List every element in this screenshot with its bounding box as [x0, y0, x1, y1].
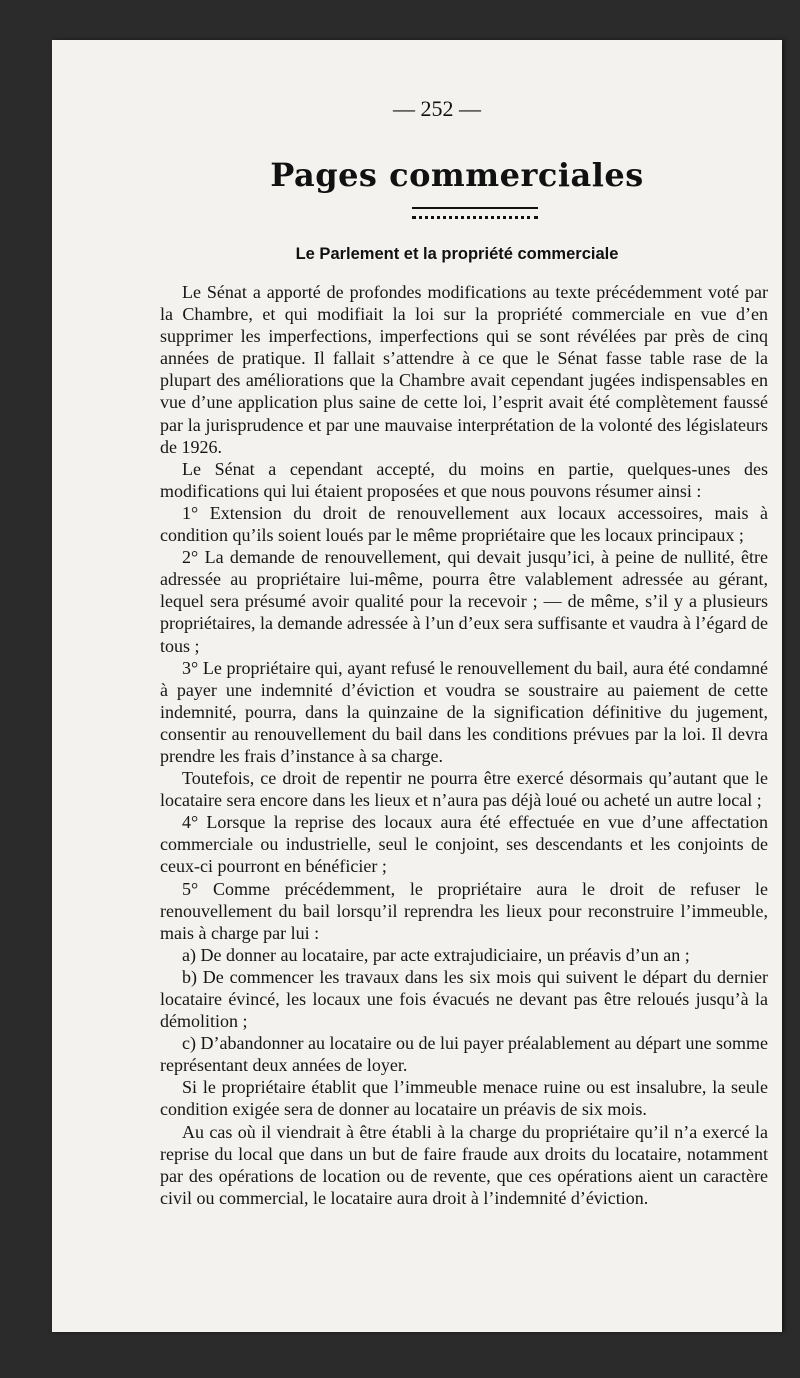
article-body — [160, 281, 768, 1209]
title-divider — [412, 207, 538, 219]
paragraph: Si le propriétaire établit que l’immeuble menace ruine ou est insalubre, la seule condition exigée sera de donner au locataire un préavis de six mois. — [160, 1077, 768, 1120]
paragraph: a) De donner au locataire, par acte extrajudiciaire, un préavis d’un an ; — [182, 944, 690, 965]
page-number: — 252 — — [393, 96, 481, 121]
paragraph: Le Sénat a apporté de profondes modifications au texte précédemment voté par la Chambre, et qui modifiait la loi sur la propriété commerciale en vue d’en supprimer les imperfections, imperfections qui se sont révélées par près de cinq années de pratique. Il fallait s’attendre à ce que le Sénat fasse table rase de la plupart des améliorations que la Chambre avait cependant jugées indispensables en vue d’une application plus saine de cette loi, l’esprit avait été complètement faussé par la jurisprudence et par une mauvaise interprétation de la volonté des législateurs de 1926. — [160, 282, 768, 457]
paragraph: Au cas où il viendrait à être établi à la charge du propriétaire qu’il n’a exercé la reprise du local que dans un but de faire fraude aux droits du locataire, notamment par des opérations de location ou de revente, que ces opérations aient un caractère civil ou commercial, le locataire aura droit à l’indemnité d’éviction. — [160, 1121, 768, 1208]
paragraph: 5° Comme précédemment, le propriétaire aura le droit de refuser le renouvellement du bail lorsqu’il reprendra les lieux pour reconstruire l’immeuble, mais à charge par lui : — [160, 878, 768, 943]
page-title: Pages commerciales — [270, 156, 644, 194]
paragraph: 4° Lorsque la reprise des locaux aura été effectuée en vue d’une affectation commerciale ou industrielle, seul le conjoint, ses descendants et les conjoints de ceux-ci pourront en bénéficier ; — [160, 812, 768, 877]
paragraph: b) De commencer les travaux dans les six mois qui suivent le départ du dernier locataire évincé, les locaux une fois évacués ne devant pas être reloués jusqu’à la démolition ; — [160, 966, 768, 1032]
paragraph: Toutefois, ce droit de repentir ne pourra être exercé désormais qu’autant que le locataire sera encore dans les lieux et n’aura pas déjà loué ou acheté un autre local ; — [160, 768, 768, 811]
paragraph: 3° Le propriétaire qui, ayant refusé le renouvellement du bail, aura été condamné à payer une indemnité d’éviction et voudra se soustraire au paiement de cette indemnité, pourra, dans la quinzaine de la signification définitive du jugement, consentir au renouvellement du bail dans les conditions prévues par la loi. Il devra prendre les frais d’instance à sa charge. — [160, 657, 768, 766]
section-heading: Le Parlement et la propriété commerciale — [295, 245, 619, 263]
paragraph: 1° Extension du droit de renouvellement aux locaux accessoires, mais à condition qu’ils soient loués par le même propriétaire que les locaux principaux ; — [160, 502, 768, 546]
paragraph: c) D’abandonner au locataire ou de lui payer préalablement au départ une somme représentant deux années de loyer. — [160, 1033, 768, 1076]
paragraph: Le Sénat a cependant accepté, du moins en partie, quelques-unes des modifications qui lui étaient proposées et que nous pouvons résumer ainsi : — [160, 458, 768, 501]
paragraph: 2° La demande de renouvellement, qui devait jusqu’ici, à peine de nullité, être adressée au propriétaire lui-même, pourra être valablement adressée au gérant, lequel sera présumé avoir qualité pour la recevoir ; — de même, s’il y a plusieurs propriétaires, la demande adressée à l’un d’eux sera suffisante et vaudra à l’égard de tous ; — [160, 547, 768, 656]
document-page — [52, 40, 782, 1332]
